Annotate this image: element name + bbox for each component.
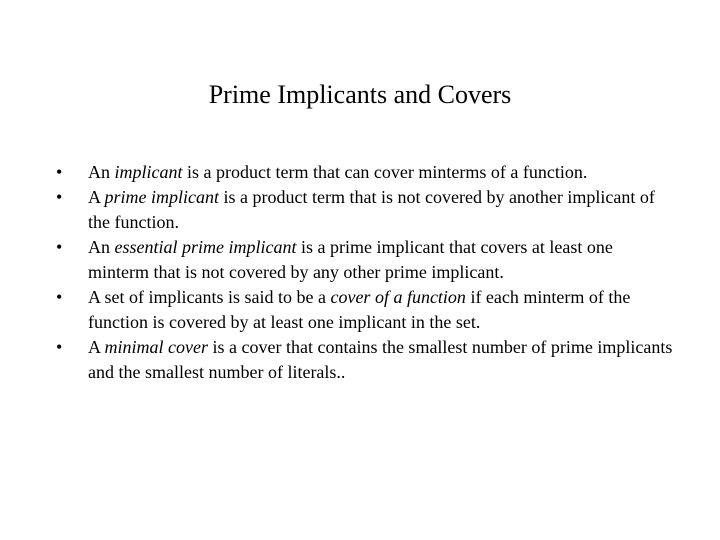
bullet-icon: • xyxy=(56,337,63,357)
bullet-term: prime implicant xyxy=(104,187,220,207)
bullet-text-before: An xyxy=(88,237,115,257)
bullet-term: essential prime implicant xyxy=(114,237,297,257)
bullet-text-after: if each minterm of the function is covered by at least one implicant in the set. xyxy=(88,287,631,332)
bullet-text-after: is a cover that contains the smallest number of prime implicants and the smallest number of literals.. xyxy=(88,337,673,382)
bullet-text-after: is a prime implicant that covers at least one minterm that is not covered by any other prime implicant. xyxy=(88,237,613,282)
bullet-term: implicant xyxy=(114,162,183,182)
bullet-text-before: A set of implicants is said to be a xyxy=(88,287,331,307)
bullet-term: minimal cover xyxy=(104,337,208,357)
bullet-icon: • xyxy=(56,237,63,257)
bullet-list xyxy=(56,160,676,385)
bullet-text-before: A xyxy=(88,337,105,357)
slide-title: Prime Implicants and Covers xyxy=(208,80,512,109)
bullet-text-after: is a product term that can cover minterms of a function. xyxy=(182,162,588,182)
bullet-text-before: An xyxy=(88,162,115,182)
bullet-item xyxy=(56,185,676,235)
bullet-item xyxy=(56,285,676,335)
bullet-icon: • xyxy=(56,287,63,307)
bullet-icon: • xyxy=(56,187,63,207)
bullet-item xyxy=(56,335,676,385)
bullet-item xyxy=(56,235,676,285)
bullet-item xyxy=(56,160,676,185)
bullet-term: cover of a function xyxy=(330,287,466,307)
bullet-text-after: is a product term that is not covered by another implicant of the function. xyxy=(88,187,655,232)
bullet-icon: • xyxy=(56,162,63,182)
bullet-text-before: A xyxy=(88,187,105,207)
